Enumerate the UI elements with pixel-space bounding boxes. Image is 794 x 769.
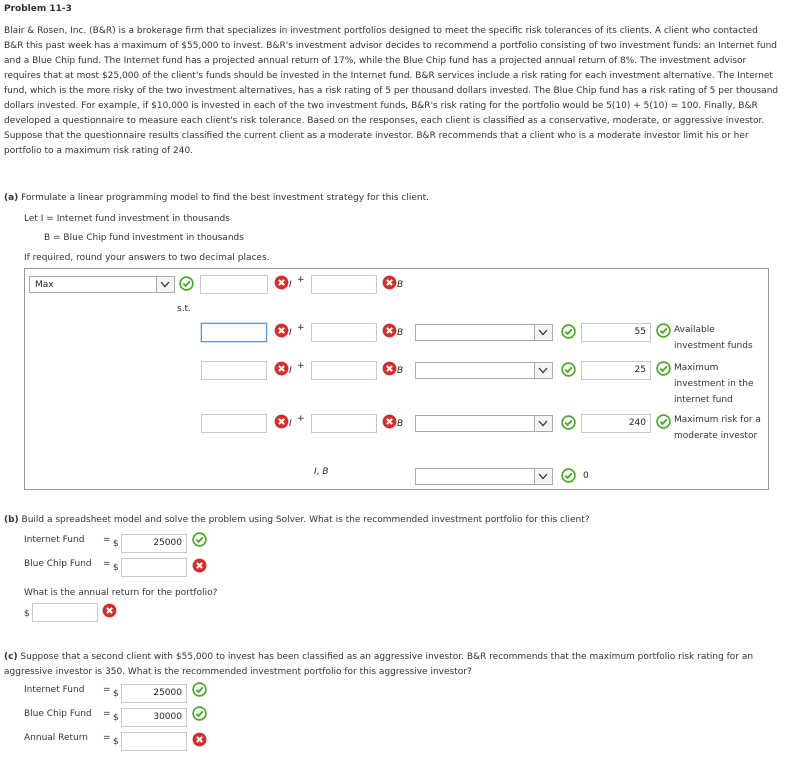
nonneg-rhs: 0 — [583, 471, 589, 481]
c1-label: Available investment funds — [674, 325, 753, 351]
chevron-down-icon — [534, 416, 552, 431]
part-c-text: Suppose that a second client with $55,000 to invest has been classified as an aggressive investor. B&R recommends that the maximum portfolio risk rating for an aggressive investor is 350. What is the recommended investment portfolio for this aggressive investor? — [4, 652, 754, 677]
chevron-down-icon — [156, 277, 174, 292]
let-b-line: B = Blue Chip fund investment in thousands — [44, 233, 244, 243]
c-internet-label: Internet Fund — [24, 685, 85, 695]
c2-label: Maximum investment in the internet fund — [674, 363, 754, 405]
incorrect-icon — [382, 275, 397, 290]
c-internet-input[interactable]: 25000 — [121, 684, 187, 703]
c2-rhs-input[interactable]: 25 — [581, 361, 651, 380]
var-b-label: B — [397, 366, 404, 376]
c-return-dollar: $ — [113, 737, 119, 747]
c1-rhs-input[interactable]: 55 — [581, 323, 651, 342]
c1-sign-select[interactable] — [415, 324, 553, 341]
part-a-text: Formulate a linear programming model to find the best investment strategy for this client. — [18, 193, 430, 203]
b-bluechip-dollar: $ — [113, 563, 119, 573]
lp-model-box — [24, 268, 769, 490]
c3-coef-b-input[interactable] — [311, 414, 377, 433]
var-i-label: I — [289, 280, 292, 290]
c-bluechip-input[interactable]: 30000 — [121, 708, 187, 727]
b-internet-input[interactable]: 25000 — [121, 534, 187, 553]
correct-icon — [561, 468, 576, 483]
nonneg-vars: I, B — [314, 467, 329, 477]
c3-coef-i-input[interactable] — [201, 414, 267, 433]
c3-label: Maximum risk for a moderate investor — [674, 415, 761, 441]
part-b-letter: (b) — [4, 515, 19, 525]
var-b-label: B — [397, 280, 404, 290]
objective-select-value: Max — [35, 280, 54, 290]
correct-icon — [561, 415, 576, 430]
incorrect-icon — [382, 414, 397, 429]
problem-title: Problem 11-3 — [4, 4, 72, 14]
c-return-eq: = — [103, 733, 111, 743]
b-internet-dollar: $ — [113, 539, 119, 549]
part-c-heading — [4, 650, 764, 680]
objective-coef-i-input[interactable] — [200, 275, 268, 294]
b-internet-eq: = — [103, 535, 111, 545]
chevron-down-icon — [534, 325, 552, 340]
c-return-label: Annual Return — [24, 733, 89, 743]
c-bluechip-dollar: $ — [113, 713, 119, 723]
c-return-input[interactable] — [121, 732, 187, 751]
b-bluechip-eq: = — [103, 559, 111, 569]
c1-coef-b-input[interactable] — [311, 323, 377, 342]
incorrect-icon — [192, 558, 207, 573]
var-i-label: I — [289, 419, 292, 429]
st-label: s.t. — [177, 304, 191, 314]
incorrect-icon — [274, 414, 289, 429]
c1-coef-i-input[interactable] — [201, 323, 267, 342]
plus-sign: + — [297, 414, 305, 424]
var-b-label: B — [397, 328, 404, 338]
incorrect-icon — [102, 603, 117, 618]
correct-icon — [656, 361, 671, 376]
incorrect-icon — [274, 361, 289, 376]
part-b-heading — [4, 515, 590, 525]
incorrect-icon — [274, 323, 289, 338]
chevron-down-icon — [534, 363, 552, 378]
let-i-line: Let I = Internet fund investment in thousands — [24, 214, 230, 224]
problem-intro: Blair & Rosen, Inc. (B&R) is a brokerage firm that specializes in investment portfolios designed to meet the specific risk tolerances of its clients. A client who contacted B&R this past week has a maximum of $55,000 to invest. B&R's investment advisor decides to recommend a portfolio consisting of two investment funds: an Internet fund and a Blue Chip fund. The Internet fund has a projected annual return of 17%, while the Blue Chip fund has a projected annual return of 8%. The investment advisor requires that at most $25,000 of the client's funds should be invested in the Internet fund. B&R services include a risk rating for each investment alternative. The Internet fund, which is the more risky of the two investment alternatives, has a risk rating of 5 per thousand dollars invested. The Blue Chip fund has a risk rating of 5 per thousand dollars invested. For example, if $10,000 is invested in each of the two investment funds, B&R's risk rating for the portfolio would be 5(10) + 5(10) = 100. Finally, B&R developed a questionnaire to measure each client's risk tolerance. Based on the responses, each client is classified as a conservative, moderate, or aggressive investor. Suppose that the questionnaire results classified the current client as a moderate investor. B&R recommends that a client who is a moderate investor limit his or her portfolio to a maximum risk rating of 240. — [4, 26, 779, 156]
correct-icon — [192, 682, 207, 697]
plus-sign: + — [297, 361, 305, 371]
b-internet-label: Internet Fund — [24, 535, 85, 545]
correct-icon — [192, 706, 207, 721]
c3-sign-select[interactable] — [415, 415, 553, 432]
b-bluechip-input[interactable] — [121, 558, 187, 577]
b-return-dollar: $ — [24, 609, 30, 619]
chevron-down-icon — [534, 469, 552, 484]
c3-rhs-input[interactable]: 240 — [581, 414, 651, 433]
var-i-label: I — [289, 366, 292, 376]
part-b-text: Build a spreadsheet model and solve the problem using Solver. What is the recommended investment portfolio for this client? — [18, 515, 590, 525]
round-note: If required, round your answers to two decimal places. — [24, 253, 270, 263]
incorrect-icon — [274, 275, 289, 290]
c-internet-dollar: $ — [113, 689, 119, 699]
correct-icon — [656, 323, 671, 338]
correct-icon — [656, 414, 671, 429]
b-return-input[interactable] — [32, 603, 98, 622]
objective-select[interactable] — [29, 276, 175, 293]
b-return-question: What is the annual return for the portfolio? — [24, 588, 218, 598]
incorrect-icon — [192, 732, 207, 747]
plus-sign: + — [297, 323, 305, 333]
correct-icon — [561, 324, 576, 339]
part-c-letter: (c) — [4, 652, 18, 662]
c-internet-eq: = — [103, 685, 111, 695]
c2-sign-select[interactable] — [415, 362, 553, 379]
plus-sign: + — [297, 275, 305, 285]
b-bluechip-label: Blue Chip Fund — [24, 559, 92, 569]
correct-icon — [192, 532, 207, 547]
correct-icon — [179, 276, 194, 291]
c2-coef-b-input[interactable] — [311, 361, 377, 380]
c-bluechip-eq: = — [103, 709, 111, 719]
nonneg-sign-select[interactable] — [415, 468, 553, 485]
var-i-label: I — [289, 328, 292, 338]
objective-coef-b-input[interactable] — [311, 275, 377, 294]
part-a-letter: (a) — [4, 193, 19, 203]
var-b-label: B — [397, 419, 404, 429]
incorrect-icon — [382, 361, 397, 376]
part-a-heading — [4, 193, 429, 203]
c2-coef-i-input[interactable] — [201, 361, 267, 380]
incorrect-icon — [382, 323, 397, 338]
correct-icon — [561, 362, 576, 377]
c-bluechip-label: Blue Chip Fund — [24, 709, 92, 719]
